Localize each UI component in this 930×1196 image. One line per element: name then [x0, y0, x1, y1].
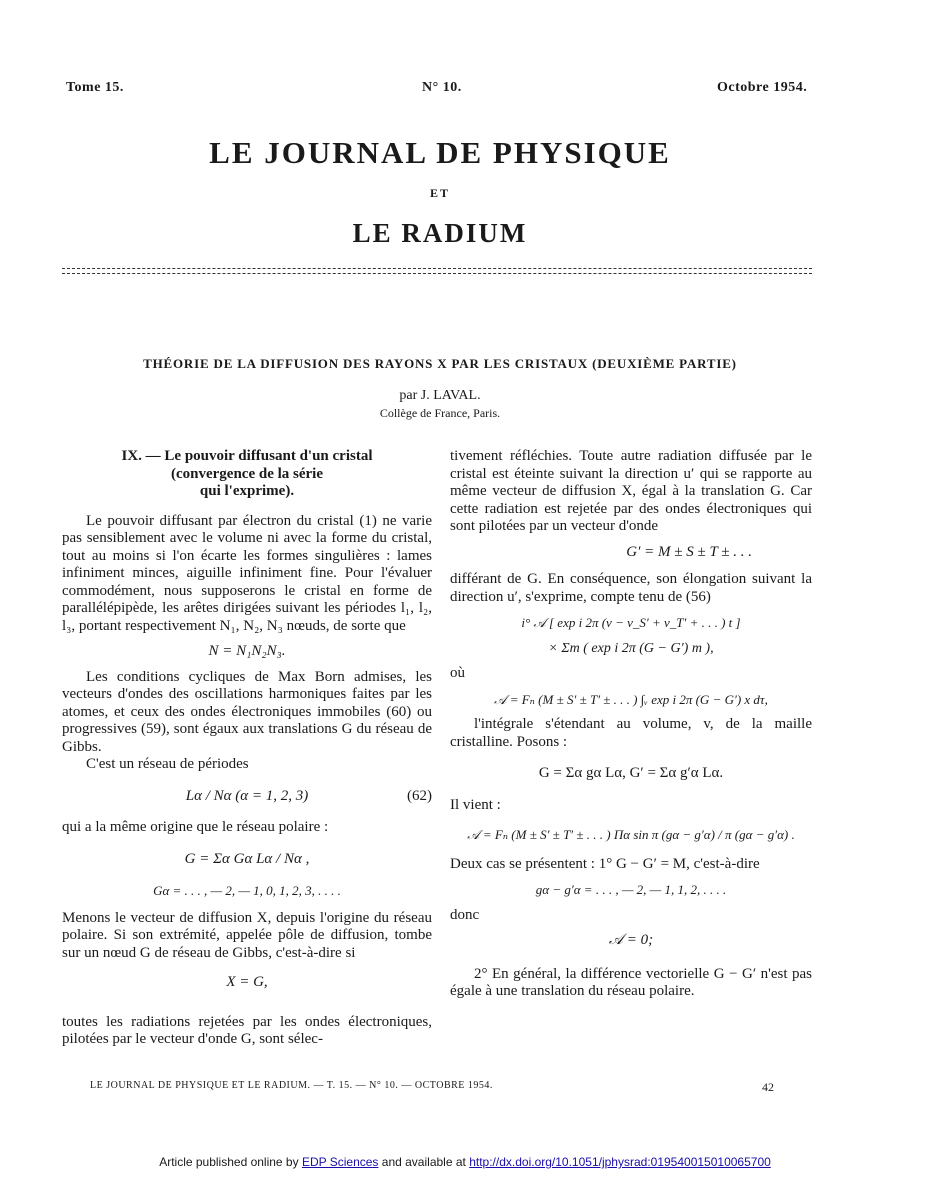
equation: Gα = . . . , — 2, — 1, 0, 1, 2, 3, . . . . [153, 883, 341, 898]
issue-date: Octobre 1954. [717, 80, 808, 95]
paragraph: Le pouvoir diffusant par électron du cristal (1) ne varie pas sensiblement avec le volume ni avec la forme du cristal, tout au moins si l'on écarte les formes singulières : lames infiniment minces, aiguille infiniment fine. Pour l'évaluer commodément, nous supposerons le cristal en forme de parallélépipède, les arêtes dirigées suivant les périodes l₁, l₂, l₃, portant respectivement N₁, N₂, N₃ nœuds, de sorte que [62, 512, 432, 634]
publication-notice [0, 1155, 930, 1169]
paragraph: Deux cas se présentent : 1° G − G′ = M, c'est-à-dire [450, 855, 760, 872]
equation: N = N₁N₂N₃. [208, 643, 286, 659]
paragraph: Menons le vecteur de diffusion X, depuis l'origine du réseau polaire. Si son extrémité, appelée pôle de diffusion, tombe sur un nœud G de réseau de Gibbs, c'est-à-dire si [62, 909, 432, 961]
paragraph: 2° En général, la différence vectorielle G − G′ n'est pas égale à une translation du réseau polaire. [450, 965, 812, 999]
journal-title: LE JOURNAL DE PHYSIQUE [209, 135, 671, 170]
equation: X = G, [226, 974, 268, 990]
volume-label: Tome 15. [66, 80, 124, 95]
equation: 𝒜 = Fₙ (M ± S′ ± T′ ± . . . ) Πα sin π (gα − g′α) / π (gα − g′α) . [467, 827, 795, 842]
equation: 𝒜 = 0; [608, 932, 654, 948]
equation: G = Σα gα Lα, G′ = Σα g′α Lα. [538, 765, 724, 781]
equation: i° 𝒜 [ exp i 2π (ν − ν_S′ + ν_T′ + . . . ) t ] [521, 615, 741, 630]
publication-middle: and available at [381, 1155, 466, 1169]
section-heading-line2: (convergence de la série [170, 465, 324, 482]
paragraph: Il vient : [450, 796, 501, 813]
equation-number: (62) [407, 787, 432, 804]
equation: 𝒜 = Fₙ (M ± S′ ± T′ ± . . . ) ∫ᵥ exp i 2π (G − G′) x dτ, [494, 691, 768, 707]
paragraph: toutes les radiations rejetées par les ondes électroniques, pilotées par le vecteur d'onde G, sont sélec- [62, 1013, 432, 1047]
running-footer: LE JOURNAL DE PHYSIQUE ET LE RADIUM. — T. 15. — N° 10. — OCTOBRE 1954. [90, 1080, 493, 1091]
section-heading-line3: qui l'exprime). [199, 483, 295, 499]
article-affiliation: Collège de France, Paris. [379, 406, 501, 420]
edp-sciences-link[interactable]: EDP Sciences [301, 1155, 379, 1169]
equation: × Σm ( exp i 2π (G − G′) m ), [548, 640, 714, 656]
equation: G′ = M ± S ± T ± . . . [626, 543, 752, 560]
paragraph: tivement réfléchies. Toute autre radiation diffusée par le cristal est éteinte suivant la direction u′ qui se rapporte au même vecteur de diffusion X, égal à la translation G. Car cette radiation est rejetée par des ondes électroniques qui sont pilotées par un vecteur d'onde [450, 448, 812, 534]
doi-link[interactable]: http://dx.doi.org/10.1051/jphysrad:019540015010065700 [469, 1155, 771, 1169]
paragraph: qui a la même origine que le réseau polaire : [62, 819, 329, 835]
paragraph: Les conditions cycliques de Max Born admises, les vecteurs d'ondes des oscillations harmoniques faites par les atomes, et ceux des ondes électroniques immobiles (60) ou progressives (59), sont égaux aux translations G du réseau de Gibbs. [62, 668, 432, 755]
left-column [62, 448, 432, 1049]
page-number: 42 [762, 1080, 774, 1094]
paragraph: donc [450, 906, 480, 923]
paragraph: où [450, 665, 465, 681]
equation: G = Σα Gα Lα / Nα , [184, 850, 310, 867]
article-title: THÉORIE DE LA DIFFUSION DES RAYONS X PAR LES CRISTAUX (DEUXIÈME PARTIE) [143, 356, 737, 371]
masthead-rule-bottom [62, 273, 812, 274]
paragraph: différant de G. En conséquence, son élongation suivant la direction u′, s'exprime, compte tenu de (56) [450, 571, 812, 605]
article-author: par J. LAVAL. [399, 388, 481, 403]
right-column [450, 448, 812, 1001]
journal-et: ET [429, 186, 450, 200]
masthead-rule-top [62, 268, 812, 269]
equation-62 [62, 788, 432, 806]
equation: gα − g′α = . . . , — 2, — 1, 1, 2, . . . . [535, 882, 727, 897]
section-heading [62, 448, 432, 501]
issue-number: N° 10. [422, 80, 462, 95]
publication-prefix: Article published online by [159, 1155, 299, 1169]
journal-subtitle: LE RADIUM [352, 218, 528, 248]
paragraph: l'intégrale s'étendant au volume, v, de la maille cristalline. Posons : [450, 716, 812, 750]
section-heading-line1: IX. — Le pouvoir diffusant d'un cristal [121, 448, 373, 464]
paragraph: C'est un réseau de périodes [86, 756, 249, 772]
equation-body: Lα / Nα (α = 1, 2, 3) [185, 787, 309, 804]
